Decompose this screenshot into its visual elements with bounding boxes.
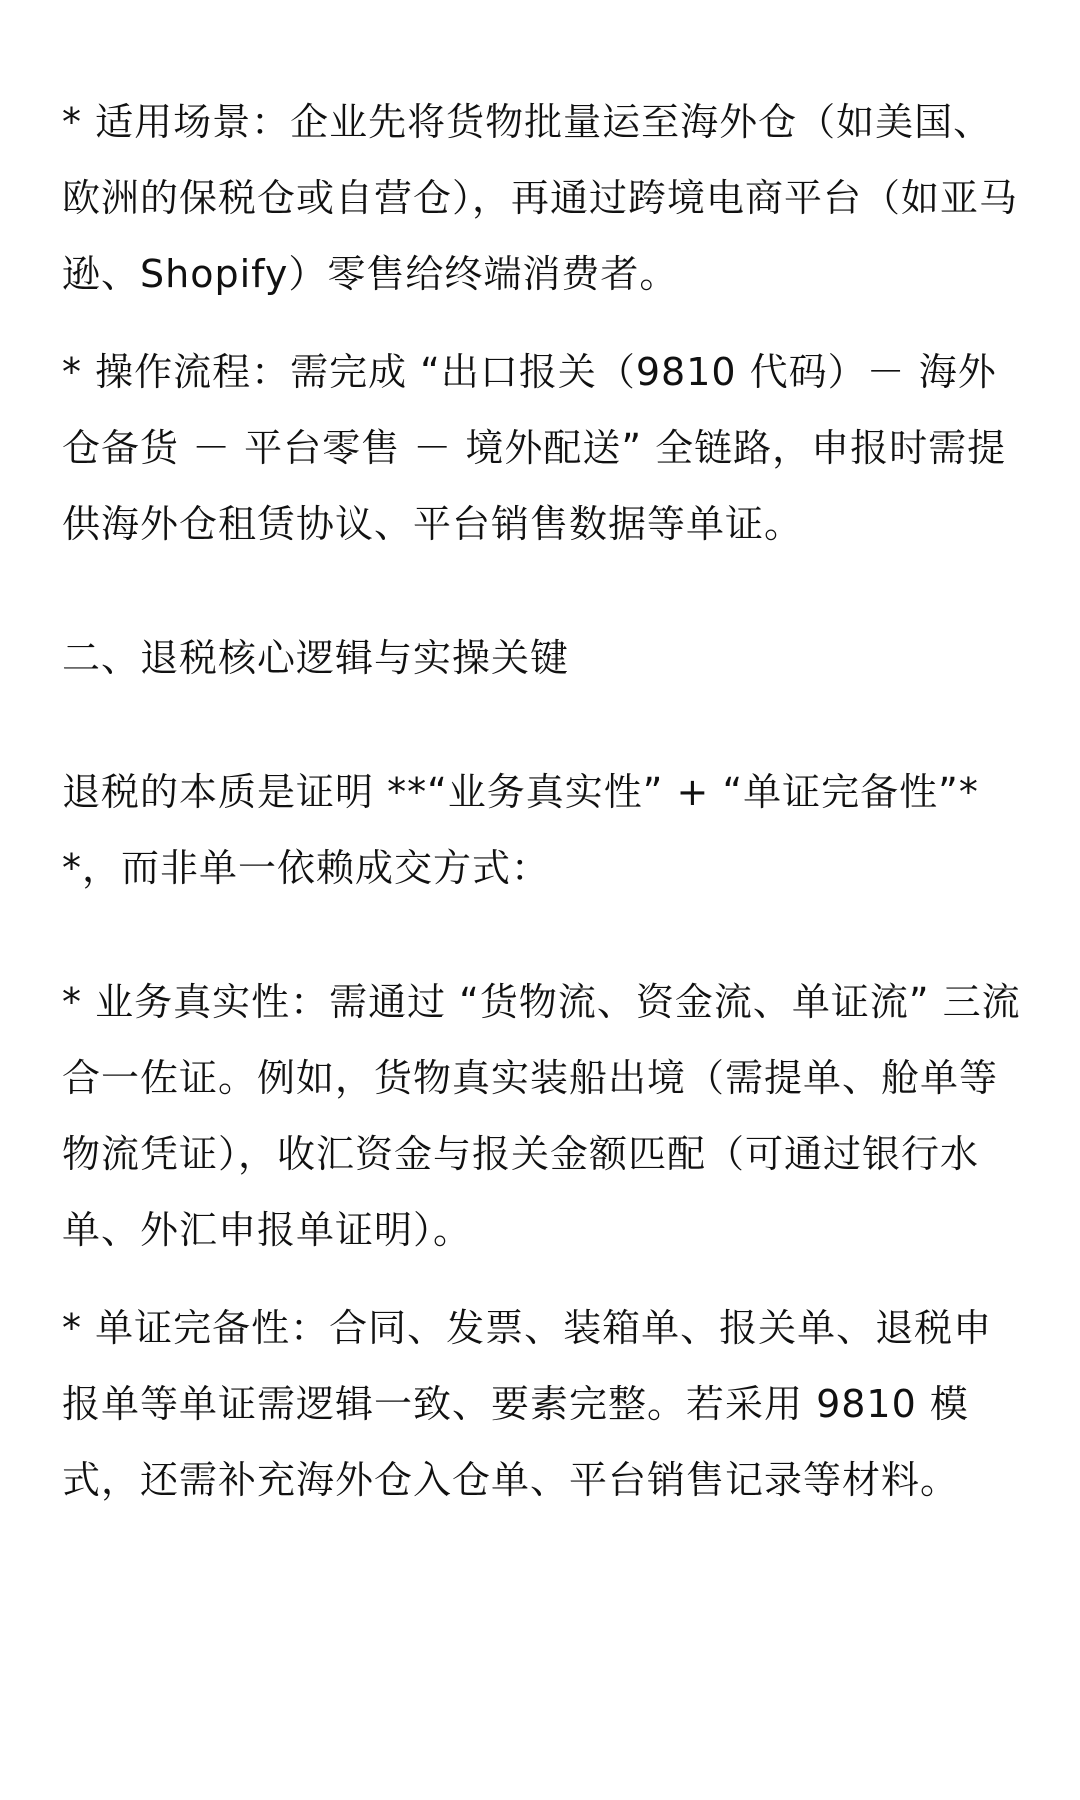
spacer xyxy=(62,312,1028,334)
authenticity-paragraph: * 业务真实性：需通过 “货物流、资金流、单证流” 三流合一佐证。例如，货物真实装船出境（需提单、舱单等物流凭证），收汇资金与报关金额匹配（可通过银行水单、外汇申报单证明）。 xyxy=(62,980,1021,1252)
spacer xyxy=(62,562,1028,620)
scenario-paragraph: * 适用场景：企业先将货物批量运至海外仓（如美国、欧洲的保税仓或自营仓），再通过跨境电商平台（如亚马逊、Shopify）零售给终端消费者。 xyxy=(62,100,1019,296)
section-heading: 二、退税核心逻辑与实操关键 xyxy=(62,636,570,680)
article-body xyxy=(62,84,1028,1518)
spacer xyxy=(62,1268,1028,1290)
completeness-paragraph: * 单证完备性：合同、发票、装箱单、报关单、退税申报单等单证需逻辑一致、要素完整。若采用 9810 模式，还需补充海外仓入仓单、平台销售记录等材料。 xyxy=(62,1306,993,1502)
process-paragraph: * 操作流程：需完成 “出口报关（9810 代码）－ 海外仓备货 － 平台零售 － 境外配送” 全链路，申报时需提供海外仓租赁协议、平台销售数据等单证。 xyxy=(62,350,1007,546)
spacer xyxy=(62,906,1028,964)
intro-paragraph: 退税的本质是证明 **“业务真实性” + “单证完备性”**，而非单一依赖成交方式： xyxy=(62,770,979,890)
spacer xyxy=(62,696,1028,754)
